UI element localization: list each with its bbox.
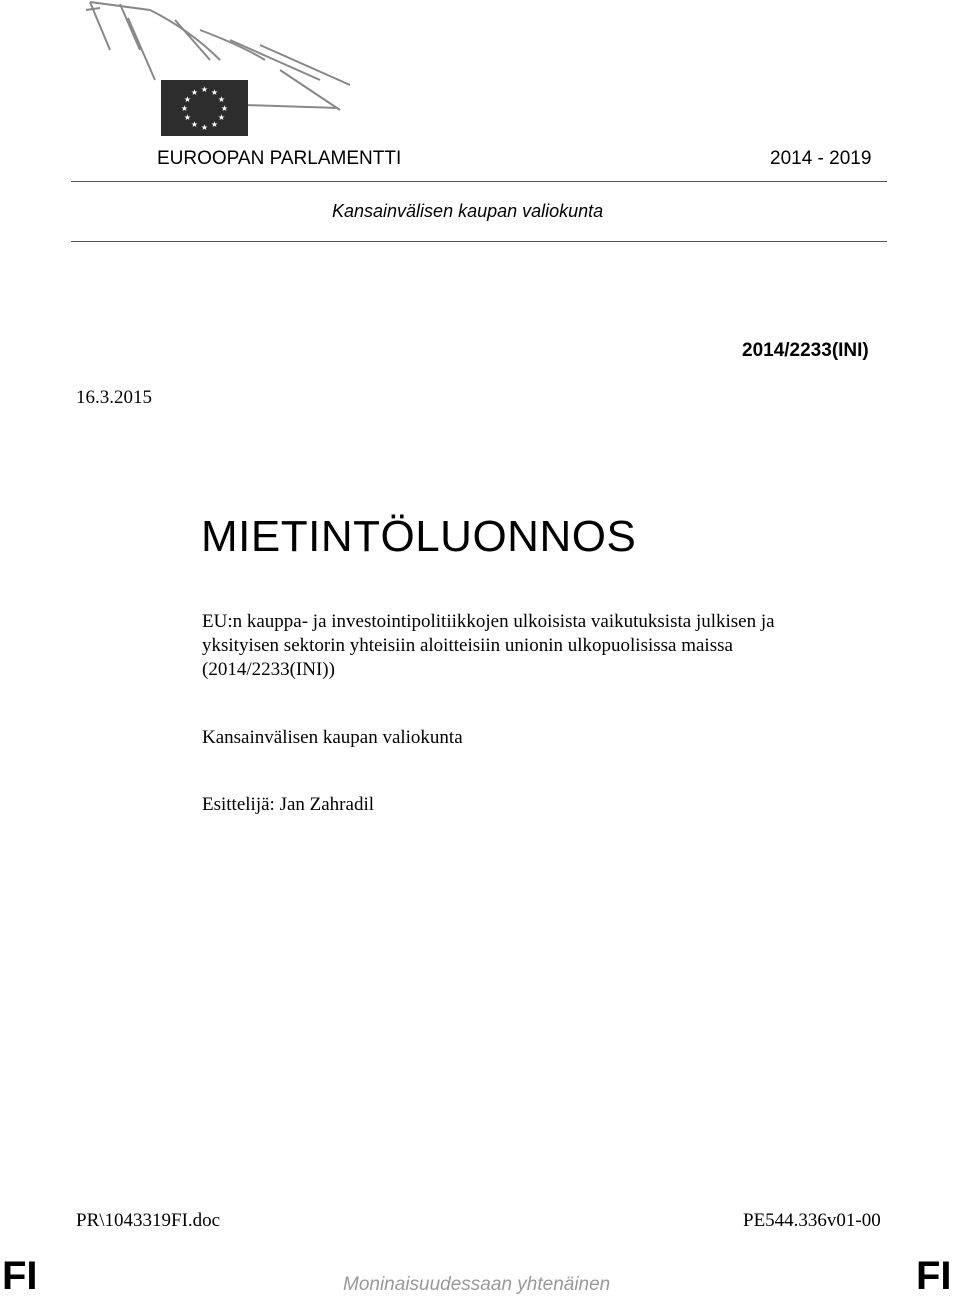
- svg-text:★: ★: [200, 85, 209, 94]
- subject-line: EU:n kauppa- ja investointipolitiikkojen ulkoisista vaikutuksista julkisen ja: [202, 611, 775, 632]
- subject-line: yksityisen sektorin yhteisiin aloitteisiin unionin ulkopuolisissa maissa: [202, 635, 733, 656]
- svg-text:★: ★: [180, 104, 189, 113]
- header-divider-top: [71, 181, 887, 182]
- language-code-left: FI: [2, 1254, 38, 1298]
- document-subject: [202, 610, 882, 682]
- svg-text:★: ★: [217, 113, 226, 122]
- svg-text:★: ★: [200, 123, 209, 132]
- european-parliament-logo: [80, 0, 350, 140]
- eu-motto: Moninaisuudessaan yhtenäinen: [343, 1274, 611, 1295]
- document-reference: PE544.336v01-00: [743, 1210, 881, 1231]
- rapporteur: Esittelijä: Jan Zahradil: [202, 794, 375, 815]
- svg-text:★: ★: [190, 88, 199, 97]
- document-type-title: MIETINTÖLUONNOS: [201, 512, 637, 561]
- committee-name: Kansainvälisen kaupan valiokunta: [202, 727, 463, 748]
- svg-text:★: ★: [217, 95, 226, 104]
- svg-text:★: ★: [183, 113, 192, 122]
- svg-text:★: ★: [190, 120, 199, 129]
- procedure-number: 2014/2233(INI): [742, 340, 869, 361]
- header-committee: Kansainvälisen kaupan valiokunta: [332, 201, 604, 221]
- document-date: 16.3.2015: [76, 387, 152, 408]
- parliamentary-term: 2014 - 2019: [770, 148, 872, 169]
- institution-name: EUROOPAN PARLAMENTTI: [157, 148, 402, 169]
- language-code-right: FI: [916, 1254, 952, 1298]
- svg-text:★: ★: [183, 95, 192, 104]
- svg-text:★: ★: [220, 104, 229, 113]
- svg-text:★: ★: [210, 88, 219, 97]
- document-file-name: PR\1043319FI.doc: [76, 1210, 221, 1231]
- svg-text:★: ★: [210, 120, 219, 129]
- header-divider-bottom: [71, 241, 887, 242]
- subject-line: (2014/2233(INI)): [202, 659, 335, 680]
